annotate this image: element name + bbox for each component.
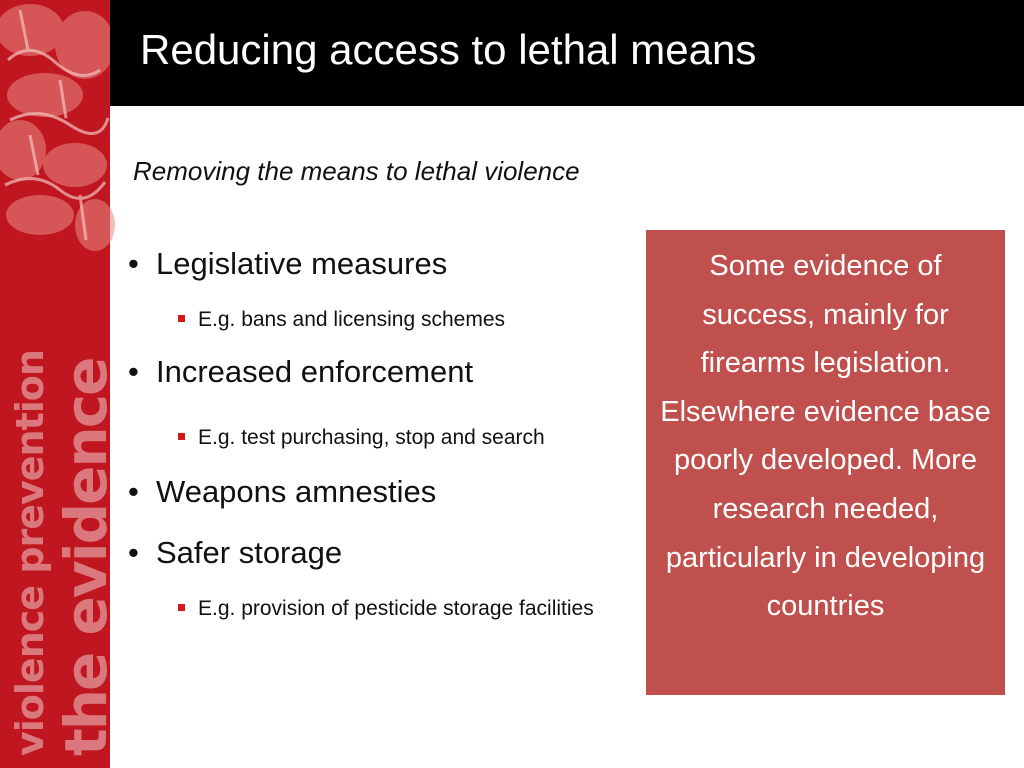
evidence-callout-text: Some evidence of success, mainly for firearms legislation. Elsewhere evidence base poorly developed. More research needed, particularly in developing countries — [660, 250, 991, 623]
slide-title: Reducing access to lethal means — [140, 26, 757, 73]
bullet-dot: • — [128, 535, 139, 570]
bullet-dot: • — [128, 354, 139, 389]
bullet-dot: • — [128, 246, 139, 281]
square-bullet-icon — [178, 604, 185, 611]
sub-bullet-item — [178, 592, 628, 626]
sub-bullet-text: E.g. test purchasing, stop and search — [198, 426, 545, 449]
brand-line-the-evidence: the evidence — [52, 358, 120, 756]
bullet-text: Increased enforcement — [156, 354, 474, 389]
bullet-dot: • — [128, 474, 139, 509]
bullet-item — [128, 246, 447, 282]
brand-line-violence-prevention: violence prevention — [8, 350, 52, 756]
bullet-item — [128, 474, 436, 510]
sub-bullet-item — [178, 421, 628, 455]
vertical-brand-text — [0, 0, 120, 768]
slide-subtitle: Removing the means to lethal violence — [133, 156, 580, 186]
sub-bullet-text: E.g. bans and licensing schemes — [198, 308, 506, 331]
bullet-list — [128, 0, 638, 768]
square-bullet-icon — [178, 433, 185, 440]
bullet-item — [128, 354, 473, 390]
bullet-text: Legislative measures — [156, 246, 448, 281]
evidence-callout-box — [646, 230, 1005, 695]
bullet-text: Safer storage — [156, 535, 343, 570]
sub-bullet-item — [178, 303, 628, 337]
square-bullet-icon — [178, 315, 185, 322]
side-brand-band — [0, 0, 120, 768]
bullet-text: Weapons amnesties — [156, 474, 437, 509]
sub-bullet-text: E.g. provision of pesticide storage facilities — [198, 597, 594, 620]
bullet-item — [128, 535, 342, 571]
